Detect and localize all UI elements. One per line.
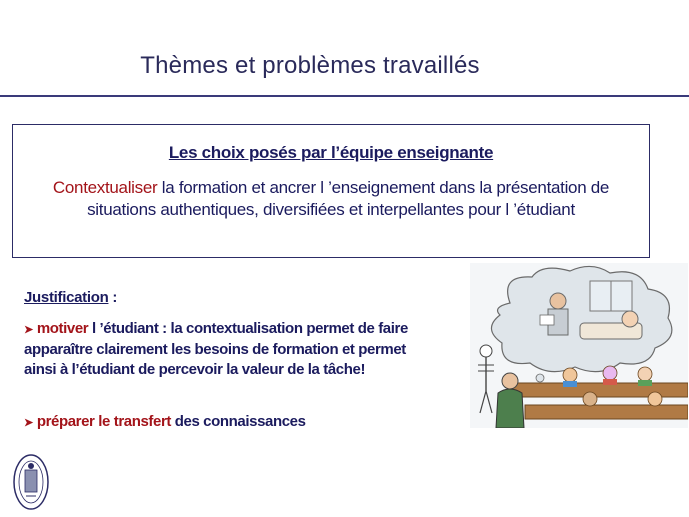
slide-title: Thèmes et problèmes travaillés — [140, 52, 480, 79]
arrow-bullet-icon: ➤ — [24, 417, 33, 429]
box-body — [21, 177, 641, 221]
bullet-accent: motiver — [36, 320, 89, 337]
box-accent-word: Contextualiser — [52, 178, 158, 197]
arrow-bullet-icon: ➤ — [24, 324, 33, 336]
justification-label-text: Justification — [24, 289, 109, 306]
justification-colon: : — [108, 289, 118, 306]
title-divider — [0, 95, 689, 97]
university-seal-icon — [12, 452, 50, 512]
bullet-item-motiver — [24, 319, 434, 380]
justification-label — [24, 289, 117, 306]
choices-box — [12, 124, 650, 258]
bullet-text: l ’étudiant : la contextualisation permet de faire apparaître clairement les besoins de formation et permet ainsi à l’étudiant de percevoir la valeur de la tâche! — [24, 320, 408, 378]
bullet-text: des connaissances — [171, 413, 306, 430]
classroom-cartoon — [470, 263, 688, 428]
thought-cloud — [491, 266, 671, 371]
bullet-item-transfert — [24, 412, 434, 433]
box-heading: Les choix posés par l’équipe enseignante — [168, 143, 494, 162]
box-body-text: la formation et ancrer l ’enseignement dans la présentation de situations authentiques, diversifiées et interpellantes pour l ’étudiant — [87, 178, 610, 219]
bullet-accent: préparer le transfert — [36, 413, 171, 430]
